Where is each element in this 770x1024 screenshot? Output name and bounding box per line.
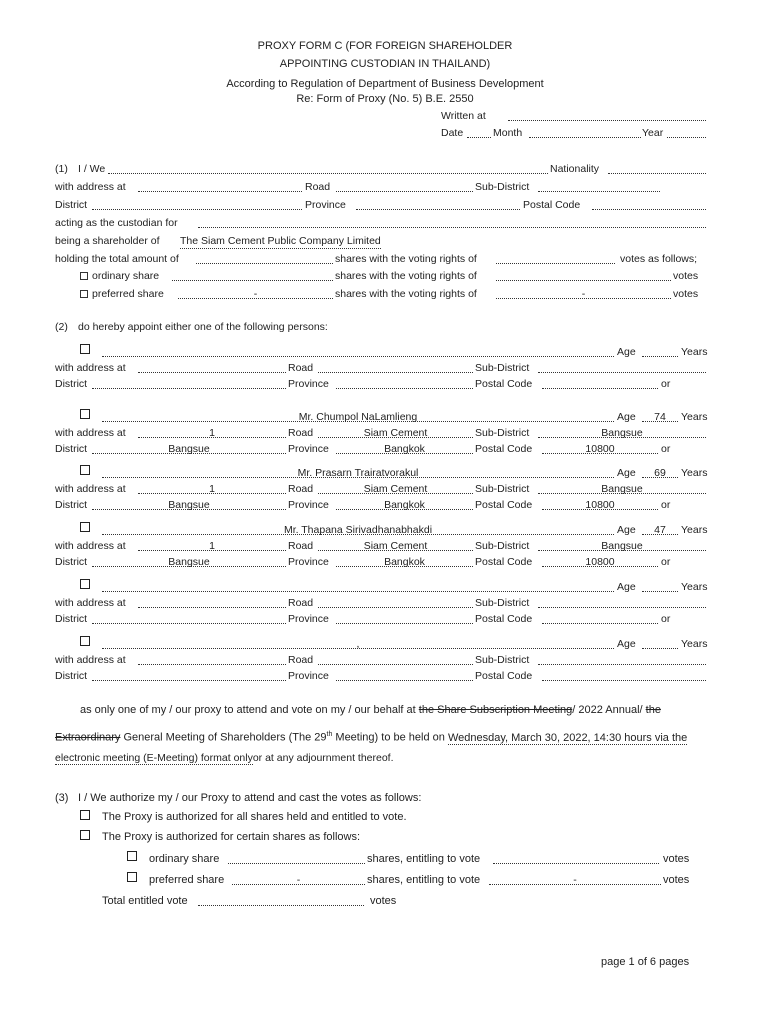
years-label: Years (681, 346, 708, 358)
total-shares-field[interactable] (196, 253, 333, 264)
proxy-province-field[interactable] (336, 613, 473, 624)
district-label: District (55, 378, 88, 390)
year-label: Year (642, 127, 664, 139)
proxy-postal-field[interactable]: 10800 (542, 499, 658, 510)
road-label: Road (288, 362, 314, 374)
proxy-subdistrict-field[interactable]: Bangsue (538, 540, 706, 551)
proxy-province-field[interactable]: Bangkok (336, 443, 473, 454)
form-title-line1: PROXY FORM C (FOR FOREIGN SHAREHOLDER (257, 40, 513, 52)
written-at-label: Written at (441, 110, 486, 122)
province-label: Province (288, 499, 329, 511)
ordinal-suffix: th (326, 731, 333, 738)
total-votes-field[interactable] (496, 253, 615, 264)
address-label: with address at (55, 427, 126, 439)
proxy-age-field[interactable] (642, 346, 678, 357)
proxy-road-field[interactable] (318, 597, 473, 608)
age-label: Age (617, 524, 636, 536)
address-label: with address at (55, 597, 126, 609)
road-label: Road (288, 540, 314, 552)
proxy-age-field[interactable] (642, 581, 678, 592)
date-field[interactable] (467, 127, 491, 138)
proxy-province-field[interactable]: Bangkok (336, 499, 473, 510)
proxy-checkbox[interactable] (80, 409, 90, 419)
proxy-subdistrict-field[interactable] (538, 654, 706, 665)
years-label: Years (681, 638, 708, 650)
regulation-line: According to Regulation of Department of Business Development (226, 78, 544, 90)
proxy-district-field[interactable]: Bangsue (92, 443, 286, 454)
years-label: Years (681, 581, 708, 593)
age-label: Age (617, 346, 636, 358)
total-vote-label: Total entitled vote (102, 895, 188, 907)
shares-voting-label: shares with the voting rights of (335, 253, 477, 265)
district-label: District (55, 556, 88, 568)
years-label: Years (681, 411, 708, 423)
date-label: Date (441, 127, 464, 139)
s3-preferred-entitling-label: shares, entitling to vote (367, 874, 481, 886)
proxy-subdistrict-field[interactable] (538, 597, 706, 608)
s3-ordinary-checkbox[interactable] (127, 851, 137, 861)
form-title-line2: APPOINTING CUSTODIAN IN THAILAND) (279, 58, 491, 70)
province-label: Province (288, 378, 329, 390)
road-label: Road (288, 654, 314, 666)
years-label: Years (681, 524, 708, 536)
province-label: Province (305, 199, 346, 211)
struck-share-subscription: the Share Subscription Meeting (418, 704, 573, 716)
votes-as-follows-label: votes as follows; (620, 253, 698, 265)
nationality-label: Nationality (550, 163, 600, 175)
proxy-checkbox[interactable] (80, 465, 90, 475)
s3-ordinary-votes-label: votes (663, 853, 690, 865)
proxy-postal-field[interactable] (542, 613, 658, 624)
address-label: with address at (55, 362, 126, 374)
address-label: with address at (55, 540, 126, 552)
nationality-field[interactable] (608, 163, 706, 174)
meeting-date-text: Wednesday, March 30, 2022, 14:30 hours via the (447, 731, 688, 744)
subdistrict-label: Sub-District (475, 483, 530, 495)
proxy-subdistrict-field[interactable] (538, 362, 706, 373)
total-votes-label: votes (370, 895, 397, 907)
subdistrict-label: Sub-District (475, 427, 530, 439)
ordinary-share-checkbox[interactable] (80, 272, 88, 280)
s3-preferred-shares-field[interactable]: - (232, 874, 365, 885)
custodian-label: acting as the custodian for (55, 217, 178, 229)
years-label: Years (681, 467, 708, 479)
proxy-address-field[interactable] (138, 362, 286, 373)
proxy-address-field[interactable]: 1 (138, 427, 286, 438)
proxy-name-field[interactable]: Mr. Prasarn Trairatvorakul (102, 467, 614, 478)
province-label: Province (288, 613, 329, 625)
proxy-name-field[interactable]: , (102, 638, 614, 649)
section3-number: (3) (55, 792, 69, 804)
province-label: Province (288, 670, 329, 682)
proxy-district-field[interactable]: Bangsue (92, 556, 286, 567)
adjournment-text: or at any adjournment thereof. (252, 752, 394, 764)
road-field[interactable] (336, 181, 473, 192)
postal-code-label: Postal Code (523, 199, 581, 211)
meeting-text: General Meeting of Shareholders (The 29 (123, 731, 327, 744)
proxy-subdistrict-field[interactable]: Bangsue (538, 483, 706, 494)
proxy-checkbox[interactable] (80, 522, 90, 532)
postal-code-label: Postal Code (475, 670, 533, 682)
preferred-shares-field[interactable]: - (178, 288, 333, 299)
s3-ordinary-shares-field[interactable] (228, 853, 365, 864)
appoint-label: do hereby appoint either one of the following persons: (78, 321, 328, 333)
proxy-checkbox[interactable] (80, 344, 90, 354)
total-vote-field[interactable] (198, 895, 364, 906)
proxy-name-field[interactable] (102, 346, 614, 357)
or-label: or (661, 499, 671, 511)
preferred-votes-field[interactable]: - (496, 288, 671, 299)
age-label: Age (617, 411, 636, 423)
held-on-text: Meeting) to be held on (335, 731, 445, 744)
year-field[interactable] (667, 127, 706, 138)
proxy-address-field[interactable] (138, 654, 286, 665)
road-label: Road (288, 483, 314, 495)
proxy-address-field[interactable] (138, 597, 286, 608)
authorize-label: I / We authorize my / our Proxy to attend and cast the votes as follows: (78, 792, 422, 804)
subdistrict-field[interactable] (538, 181, 660, 192)
ordinary-shares-field[interactable] (172, 270, 333, 281)
struck-the: the (645, 704, 661, 716)
s3-preferred-checkbox[interactable] (127, 872, 137, 882)
proxy-postal-field[interactable]: 10800 (542, 556, 658, 567)
proxy-checkbox[interactable] (80, 636, 90, 646)
age-label: Age (617, 581, 636, 593)
all-shares-checkbox[interactable] (80, 810, 90, 820)
proxy-age-field[interactable]: 69 (642, 467, 678, 478)
province-label: Province (288, 443, 329, 455)
or-label: or (661, 443, 671, 455)
subdistrict-label: Sub-District (475, 597, 530, 609)
ordinary-voting-label: shares with the voting rights of (335, 270, 477, 282)
road-label: Road (288, 597, 314, 609)
custodian-field[interactable] (198, 217, 706, 228)
annual-text: / 2022 Annual/ (572, 704, 643, 716)
proxy-age-field[interactable] (642, 638, 678, 649)
purpose-line2 (55, 728, 687, 745)
proxy-district-field[interactable] (92, 378, 286, 389)
age-label: Age (617, 467, 636, 479)
proxy-road-field[interactable] (318, 362, 473, 373)
ordinary-share-label: ordinary share (92, 270, 160, 282)
company-name: The Siam Cement Public Company Limited (180, 235, 381, 247)
proxy-province-field[interactable] (336, 378, 473, 389)
address-label: with address at (55, 654, 126, 666)
postal-code-field[interactable] (592, 199, 706, 210)
subdistrict-label: Sub-District (475, 540, 530, 552)
age-label: Age (617, 638, 636, 650)
postal-code-label: Postal Code (475, 499, 533, 511)
certain-shares-label: The Proxy is authorized for certain shares as follows: (102, 831, 361, 843)
address-field[interactable] (138, 181, 302, 192)
proxy-road-field[interactable] (318, 654, 473, 665)
province-field[interactable] (356, 199, 520, 210)
purpose-text: as only one of my / our proxy to attend and vote on my / our behalf at (80, 704, 416, 716)
s3-ordinary-entitling-label: shares, entitling to vote (367, 853, 481, 865)
proxy-postal-field[interactable]: 10800 (542, 443, 658, 454)
postal-code-label: Postal Code (475, 556, 533, 568)
proxy-subdistrict-field[interactable]: Bangsue (538, 427, 706, 438)
preferred-share-label: preferred share (92, 288, 164, 300)
form-reference-line: Re: Form of Proxy (No. 5) B.E. 2550 (296, 93, 474, 105)
page-number: page 1 of 6 pages (601, 956, 690, 968)
proxy-address-field[interactable]: 1 (138, 540, 286, 551)
all-shares-label: The Proxy is authorized for all shares held and entitled to vote. (102, 811, 407, 823)
month-field[interactable] (529, 127, 641, 138)
district-label: District (55, 199, 88, 211)
postal-code-label: Postal Code (475, 443, 533, 455)
ordinary-votes-label: votes (673, 270, 699, 282)
subdistrict-label: Sub-District (475, 362, 530, 374)
subdistrict-label: Sub-District (475, 181, 530, 193)
shareholder-of-label: being a shareholder of (55, 235, 160, 247)
purpose-line3 (55, 752, 394, 765)
proxy-road-field[interactable]: Siam Cement (318, 427, 473, 438)
postal-code-label: Postal Code (475, 378, 533, 390)
s3-preferred-label: preferred share (149, 874, 225, 886)
subdistrict-label: Sub-District (475, 654, 530, 666)
district-field[interactable] (92, 199, 302, 210)
s3-preferred-votes-label: votes (663, 874, 690, 886)
district-label: District (55, 613, 88, 625)
proxy-district-field[interactable]: Bangsue (92, 499, 286, 510)
road-label: Road (288, 427, 314, 439)
proxy-age-field[interactable]: 74 (642, 411, 678, 422)
s3-ordinary-votes-field[interactable] (493, 853, 659, 864)
proxy-name-field[interactable]: Mr. Chumpol NaLamlieng (102, 411, 614, 422)
proxy-address-field[interactable]: 1 (138, 483, 286, 494)
or-label: or (661, 378, 671, 390)
struck-extraordinary: Extraordinary (55, 731, 121, 744)
preferred-share-checkbox[interactable] (80, 290, 88, 298)
purpose-line1 (80, 704, 661, 717)
province-label: Province (288, 556, 329, 568)
ordinary-votes-field[interactable] (496, 270, 671, 281)
proxy-district-field[interactable] (92, 613, 286, 624)
postal-code-label: Postal Code (475, 613, 533, 625)
proxy-district-field[interactable] (92, 670, 286, 681)
section1-number: (1) (55, 163, 68, 175)
proxy-name-field[interactable] (102, 581, 614, 592)
s3-ordinary-label: ordinary share (149, 853, 220, 865)
address-label: with address at (55, 483, 126, 495)
preferred-voting-label: shares with the voting rights of (335, 288, 477, 300)
or-label: or (661, 556, 671, 568)
proxy-name-field[interactable]: Mr. Thapana Sirivadhanabhakdi (102, 524, 614, 535)
month-label: Month (493, 127, 523, 139)
certain-shares-checkbox[interactable] (80, 830, 90, 840)
or-label: or (661, 613, 671, 625)
proxy-age-field[interactable]: 47 (642, 524, 678, 535)
preferred-votes-label: votes (673, 288, 699, 300)
proxy-road-field[interactable]: Siam Cement (318, 540, 473, 551)
proxy-postal-field[interactable] (542, 670, 706, 681)
district-label: District (55, 499, 88, 511)
proxy-checkbox[interactable] (80, 579, 90, 589)
address-label: with address at (55, 181, 126, 193)
proxy-province-field[interactable] (336, 670, 473, 681)
proxy-province-field[interactable]: Bangkok (336, 556, 473, 567)
district-label: District (55, 670, 88, 682)
shareholder-name-field[interactable] (108, 163, 548, 174)
s3-preferred-votes-field[interactable]: - (489, 874, 661, 885)
iwe-label: I / We (78, 163, 106, 175)
section2-number: (2) (55, 321, 68, 333)
road-label: Road (305, 181, 331, 193)
holding-total-label: holding the total amount of (55, 253, 179, 265)
proxy-road-field[interactable]: Siam Cement (318, 483, 473, 494)
district-label: District (55, 443, 88, 455)
proxy-postal-field[interactable] (542, 378, 658, 389)
e-meeting-format-text: electronic meeting (E-Meeting) format only (55, 752, 253, 764)
written-at-field[interactable] (508, 110, 706, 121)
